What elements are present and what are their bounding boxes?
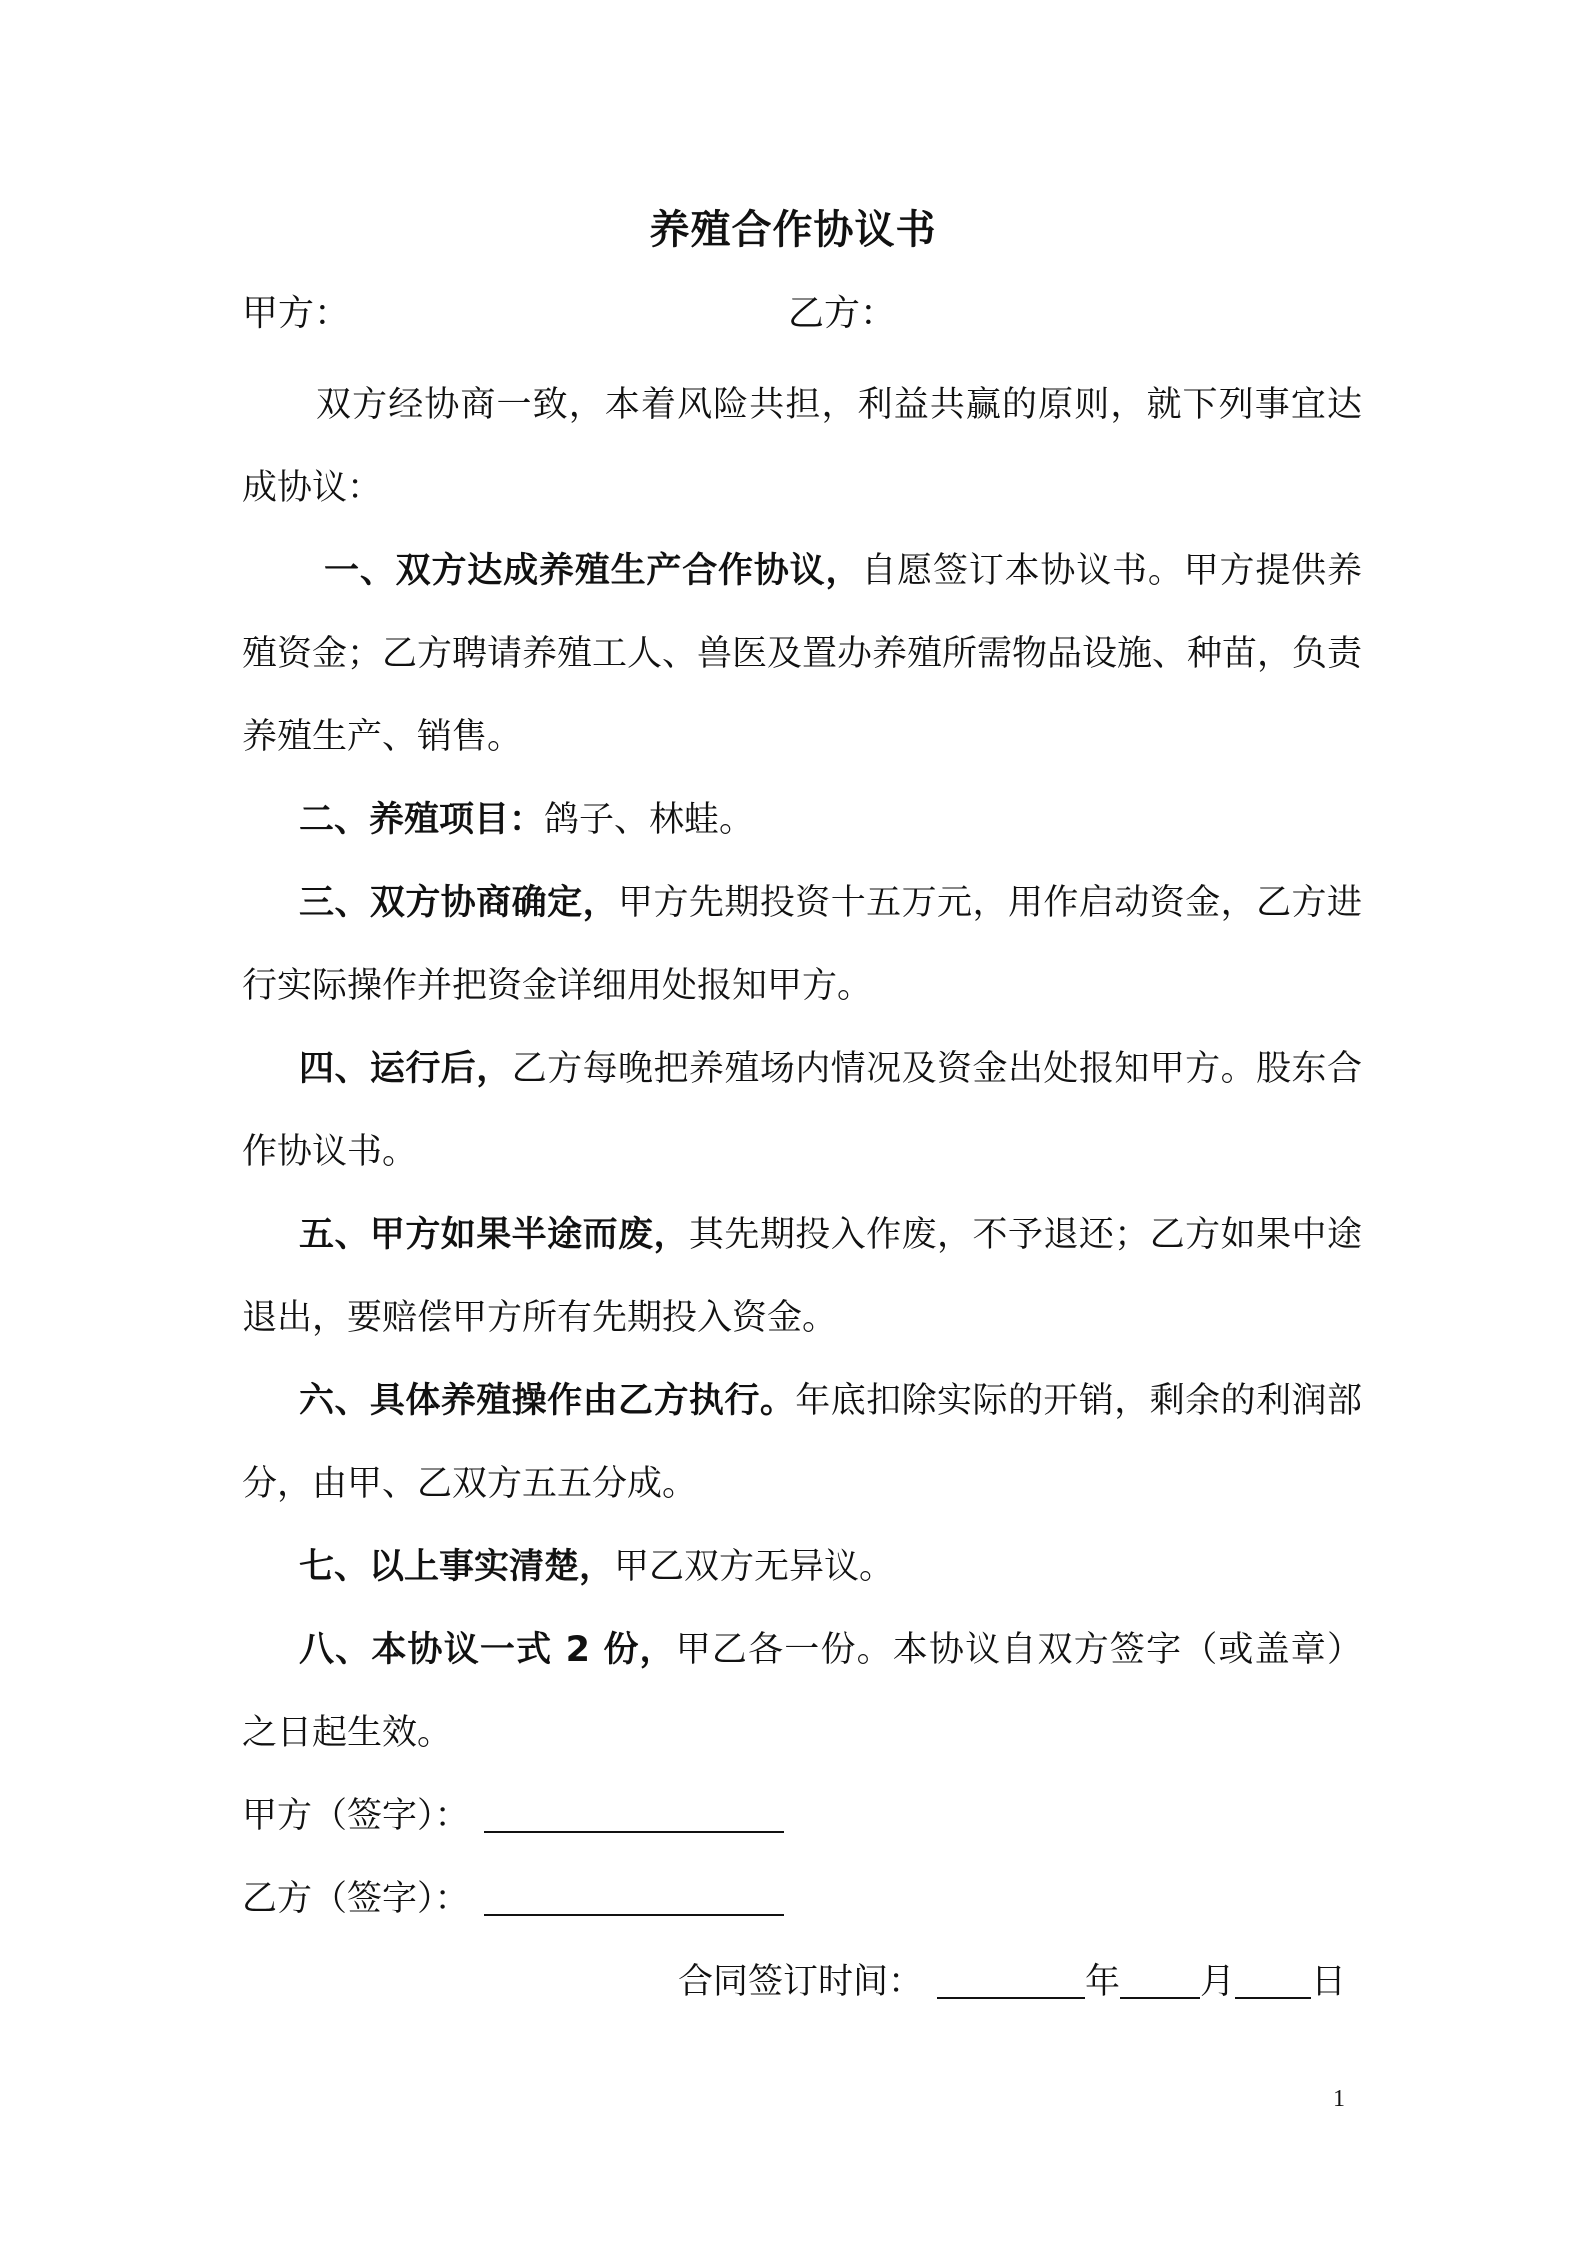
month-label: 月 bbox=[1199, 1962, 1235, 2002]
signature-b-label: 乙方（签字）： bbox=[242, 1879, 470, 1919]
clause-8-heading: 八、本协议一式 2 份， bbox=[299, 1630, 676, 1670]
clause-8 bbox=[242, 1609, 1362, 1775]
year-label: 年 bbox=[1084, 1962, 1120, 2002]
clause-2-text: 鸽子、林蛙。 bbox=[544, 800, 755, 840]
clause-5 bbox=[242, 1194, 1362, 1360]
clause-3-text: 甲方先期投资十五万元，用作启动资金，乙方进行实际操作并把资金详细用处报知甲方。 bbox=[242, 883, 1362, 1006]
clause-5-heading: 五、甲方如果半途而废， bbox=[299, 1215, 689, 1255]
clause-7-text: 甲乙双方无异议。 bbox=[614, 1547, 895, 1587]
agreement-body bbox=[242, 364, 1362, 2024]
signature-b-line bbox=[484, 1914, 784, 1916]
clause-3-heading: 三、双方协商确定， bbox=[299, 883, 619, 923]
year-blank bbox=[937, 1997, 1085, 1999]
intro-paragraph: 双方经协商一致，本着风险共担，利益共赢的原则，就下列事宜达成协议： bbox=[242, 385, 1362, 508]
clause-7-heading: 七、以上事实清楚， bbox=[299, 1547, 615, 1587]
clause-6 bbox=[242, 1360, 1362, 1526]
clause-6-heading: 六、具体养殖操作由乙方执行。 bbox=[299, 1381, 796, 1421]
clause-8-text: 甲乙各一份。本协议自双方签字（或盖章）之日起生效。 bbox=[242, 1630, 1362, 1753]
clause-1-text: 自愿签订本协议书。甲方提供养殖资金；乙方聘请养殖工人、兽医及置办养殖所需物品设施、种苗，负责养殖生产、销售。 bbox=[242, 551, 1363, 757]
clause-7 bbox=[242, 1526, 1362, 1609]
parties-row bbox=[242, 285, 1342, 335]
signature-a-line bbox=[484, 1831, 784, 1833]
month-blank bbox=[1120, 1997, 1200, 1999]
clause-4 bbox=[242, 1028, 1362, 1194]
signature-a-row bbox=[242, 1775, 1362, 1858]
signature-a-label: 甲方（签字）： bbox=[242, 1796, 470, 1836]
clause-1 bbox=[242, 530, 1362, 779]
signing-date-label: 合同签订时间： bbox=[677, 1962, 923, 2002]
day-label: 日 bbox=[1310, 1962, 1346, 2002]
clause-3 bbox=[242, 862, 1362, 1028]
party-a-label: 甲方： bbox=[242, 293, 351, 334]
clause-5-text: 其先期投入作废，不予退还；乙方如果中途退出，要赔偿甲方所有先期投入资金。 bbox=[242, 1215, 1362, 1338]
clause-2 bbox=[242, 779, 1362, 862]
signature-b-row bbox=[242, 1858, 1362, 1941]
page-number: 1 bbox=[1333, 2086, 1345, 2112]
clause-6-text: 年底扣除实际的开销，剩余的利润部分，由甲、乙双方五五分成。 bbox=[242, 1381, 1362, 1504]
clause-1-heading: 一、双方达成养殖生产合作协议， bbox=[324, 551, 862, 591]
signing-date-row bbox=[242, 1941, 1362, 2024]
document-title: 养殖合作协议书 bbox=[649, 207, 937, 253]
clause-4-heading: 四、运行后， bbox=[299, 1049, 512, 1089]
day-blank bbox=[1235, 1997, 1311, 1999]
clause-2-heading: 二、养殖项目： bbox=[299, 800, 545, 840]
clause-4-text: 乙方每晚把养殖场内情况及资金出处报知甲方。股东合作协议书。 bbox=[242, 1049, 1362, 1172]
party-b-label: 乙方： bbox=[788, 293, 897, 334]
